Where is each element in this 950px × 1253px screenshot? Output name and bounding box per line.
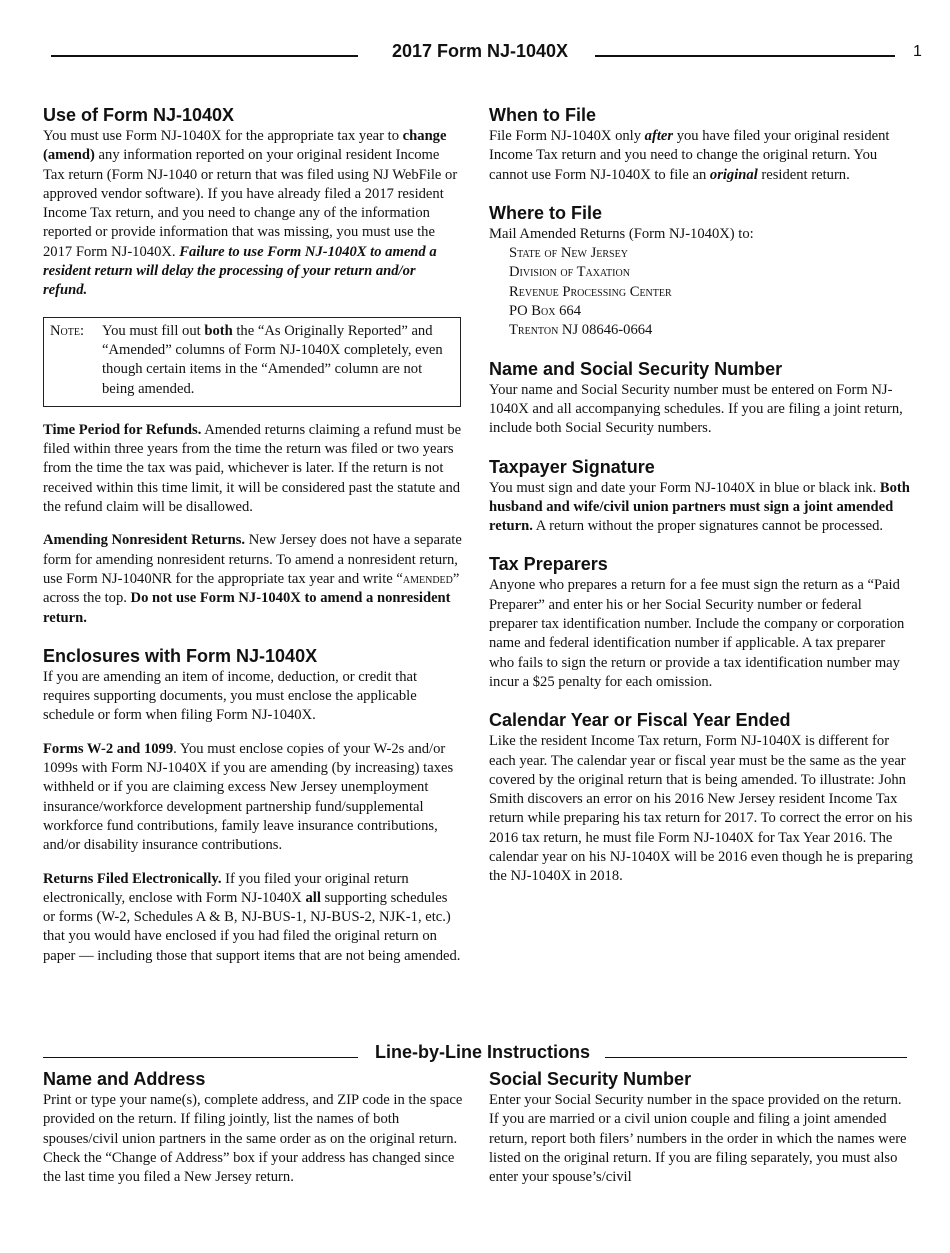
efile-paragraph bbox=[43, 870, 463, 966]
signature-text-a: You must sign and date your Form NJ-1040X in blue or black ink. bbox=[489, 479, 880, 496]
use-text-c: any information reported on your original resident Income Tax return (Form NJ-1040 or return that was filed using NJ WebFile or approved vendor software). If you have already filed a 2017 resident Income Tax return, and you need to change any of the information reported or provide information that was missing, you must use the 2017 Form NJ-1040X. bbox=[43, 147, 458, 260]
efile-all: all bbox=[305, 889, 321, 906]
lbl-rule-left bbox=[43, 1057, 358, 1058]
page-number: 1 bbox=[913, 43, 922, 60]
heading-calendar-year: Calendar Year or Fiscal Year Ended bbox=[489, 710, 791, 731]
use-of-form-text bbox=[43, 127, 463, 301]
section-social-security-number bbox=[489, 1068, 914, 1187]
enclosures-text: If you are amending an item of income, deduction, or credit that requires supporting documents, you must enclose the applicable schedule or form when filing Form NJ-1040X. bbox=[43, 668, 418, 724]
where-intro: Mail Amended Returns (Form NJ-1040X) to: bbox=[489, 225, 754, 242]
nonresident-text-a: New Jersey does not have a separate form for amending nonresident returns. To amend a nonresident return, use Form NJ-1040NR for the appropriate tax year and write “ bbox=[43, 532, 462, 587]
note-text bbox=[102, 322, 452, 399]
line-by-line-title: Line-by-Line Instructions bbox=[374, 1042, 590, 1062]
nonresident-title: Amending Nonresident Returns. bbox=[43, 532, 246, 549]
use-text-a: You must use Form NJ-1040X for the appropriate tax year to bbox=[43, 128, 400, 144]
forms-w2-text: . You must enclose copies of your W-2s and/or 1099s with Form NJ-1040X if you are amending (by increasing) taxes withheld or if you are claiming excess New Jersey unemployment insurance/workforce development partnership fund/supplemental workforce fund contributions, family leave insurance contributions, and/or disability insurance contributions. bbox=[43, 740, 454, 854]
heading-tax-preparers: Tax Preparers bbox=[489, 554, 608, 575]
section-calendar-year bbox=[489, 709, 914, 886]
note-text-a: You must fill out bbox=[102, 322, 205, 339]
social-security-number-text: Enter your Social Security number in the space provided on the return. If you are married or a civil union couple and filing a joint amended return, report both filers’ numbers in the order in which the names were listed on the original return. If you are filing separately, you must also enter your spouse’s/civil bbox=[489, 1092, 907, 1186]
address-line: Division of Taxation bbox=[509, 264, 630, 281]
when-text-original: original bbox=[709, 166, 758, 183]
forms-w2-title: Forms W-2 and 1099 bbox=[43, 740, 174, 757]
name-ssn-text: Your name and Social Security number must be entered on Form NJ-1040X and all accompanying schedules. If you are filing a joint return, include both Social Security numbers. bbox=[489, 381, 903, 437]
header-rule-right bbox=[595, 55, 895, 57]
address-line: Revenue Processing Center bbox=[509, 283, 672, 300]
page-header bbox=[0, 40, 950, 68]
use-text-change-amend: change (amend) bbox=[43, 128, 447, 164]
when-text-b: you have filed your original resident Income Tax return and you need to change the original return. You cannot use Form NJ-1040X to file an bbox=[489, 128, 890, 183]
efile-text-b: supporting schedules or forms (W-2, Schedules A & B, NJ-BUS-1, NJ-BUS-2, NJK-1, etc.) that you would have enclosed if you had filed the original return on paper — including those that support items that are not being amended. bbox=[43, 889, 461, 964]
heading-enclosures: Enclosures with Form NJ-1040X bbox=[43, 645, 318, 666]
note-box bbox=[43, 317, 461, 407]
use-text-failure-warning: Failure to use Form NJ-1040X to amend a resident return will delay the processing of your return and/or refund. bbox=[43, 243, 437, 299]
heading-when-to-file: When to File bbox=[489, 105, 596, 125]
section-enclosures bbox=[43, 645, 463, 726]
when-text-a: File Form NJ-1040X only bbox=[489, 128, 645, 144]
heading-social-security-number: Social Security Number bbox=[489, 1069, 692, 1089]
time-period-paragraph bbox=[43, 421, 463, 517]
heading-name-ssn: Name and Social Security Number bbox=[489, 358, 783, 379]
efile-text-a: If you filed your original return electronically, enclose with Form NJ-1040X bbox=[43, 870, 409, 906]
nonresident-amended-word: amended bbox=[402, 570, 453, 587]
header-rule-left bbox=[51, 55, 358, 57]
calendar-year-text: Like the resident Income Tax return, Form NJ-1040X is different for each year. The calendar year or fiscal year must be the same as the year covered by the original return that is being amended. To illustrate: John Smith discovers an error on his 2016 New Jersey resident Income Tax return while preparing his tax return for 2017. To correct the error on his 2016 tax return, he must file Form NJ-1040X for Tax Year 2016. The calendar year on his NJ-1040X will be 2016 even though he is preparing the NJ-1040X in 2018. bbox=[489, 733, 913, 885]
heading-name-address: Name and Address bbox=[43, 1069, 206, 1089]
signature-text bbox=[489, 479, 914, 537]
time-period-text: Amended returns claiming a refund must be filed within three years from the time the return was filed or two years from the time the tax was paid, whichever is later. If the return is not received within this time limit, it will be considered past the statute and the refund claim will be disallowed. bbox=[43, 421, 462, 516]
section-name-ssn bbox=[489, 358, 914, 439]
section-use-of-form bbox=[43, 104, 463, 301]
name-address-text: Print or type your name(s), complete address, and ZIP code in the space provided on the return. If filing jointly, list the names of both spouses/civil union partners in the same order as on the original return. Check the “Change of Address” box if your address has changed since the last time you filed a New Jersey return. bbox=[43, 1092, 463, 1186]
note-label: Note: bbox=[50, 322, 85, 339]
forms-w2-paragraph bbox=[43, 740, 463, 856]
heading-where-to-file: Where to File bbox=[489, 202, 603, 223]
signature-text-b: A return without the proper signatures cannot be processed. bbox=[532, 518, 884, 535]
tax-preparers-text: Anyone who prepares a return for a fee must sign the return as a “Paid Preparer” and enter his or her Social Security number or federal preparer tax identification number. Include the company or corporation name and federal identification number if applicable. A tax preparer who fails to sign the return or provide a tax identification number may incur a $25 penalty for each omission. bbox=[489, 577, 905, 690]
when-to-file-text bbox=[489, 127, 914, 185]
heading-use-of-form: Use of Form NJ-1040X bbox=[43, 105, 235, 125]
heading-taxpayer-signature: Taxpayer Signature bbox=[489, 456, 655, 477]
nonresident-text-b: ” across the top. bbox=[43, 570, 460, 607]
section-name-address bbox=[43, 1068, 463, 1187]
signature-requirement: Both husband and wife/civil union partners must sign a joint amended return. bbox=[489, 479, 910, 535]
address-line: State of New Jersey bbox=[509, 245, 628, 262]
note-text-both: both bbox=[204, 322, 233, 339]
address-line: PO Box 664 bbox=[509, 303, 582, 320]
when-text-c: resident return. bbox=[757, 166, 850, 183]
lbl-rule-right bbox=[605, 1057, 907, 1058]
time-period-title: Time Period for Refunds. bbox=[43, 421, 202, 438]
note-text-c: the “As Originally Reported” and “Amended” columns of Form NJ-1040X completely, even though certain items in the “Amended” column are not being amended. bbox=[102, 322, 443, 397]
right-column bbox=[489, 104, 914, 887]
line-by-line-header bbox=[0, 1040, 950, 1066]
section-when-to-file bbox=[489, 104, 914, 185]
left-column bbox=[43, 104, 463, 966]
when-text-after: after bbox=[644, 128, 674, 144]
efile-title: Returns Filed Electronically. bbox=[43, 870, 222, 887]
nonresident-warning: Do not use Form NJ-1040X to amend a nonresident return. bbox=[43, 590, 451, 626]
section-taxpayer-signature bbox=[489, 456, 914, 537]
nonresident-paragraph bbox=[43, 531, 463, 627]
section-tax-preparers bbox=[489, 553, 914, 692]
page-title: 2017 Form NJ-1040X bbox=[391, 41, 569, 61]
section-where-to-file bbox=[489, 202, 914, 341]
address-line: Trenton NJ 08646-0664 bbox=[509, 322, 653, 339]
